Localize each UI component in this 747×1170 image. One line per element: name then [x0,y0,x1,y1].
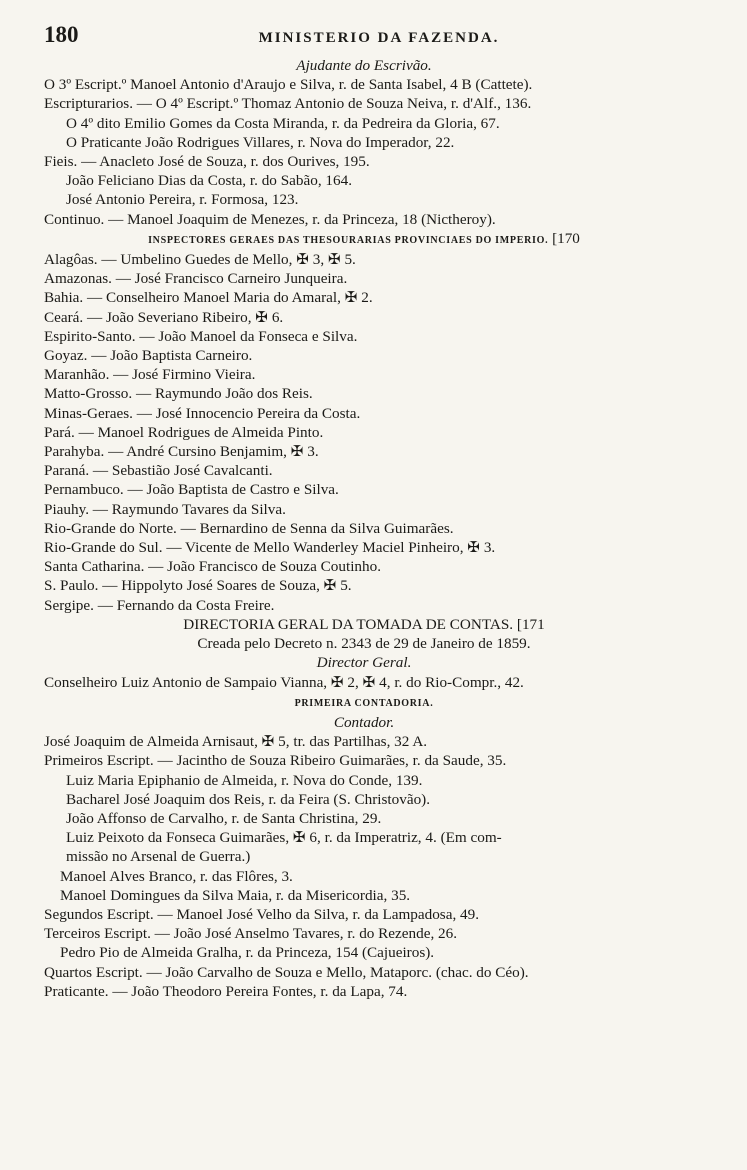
text-line: Escripturarios. — O 4º Escript.º Thomaz Antonio de Souza Neiva, r. d'Alf., 136. [44,95,532,113]
text-line: Praticante. — João Theodoro Pereira Fontes, r. da Lapa, 74. [44,982,408,1000]
text-line: Bahia. — Conselheiro Manoel Maria do Amaral, ✠ 2. [44,289,373,307]
text-line: José Joaquim de Almeida Arnisaut, ✠ 5, tr. das Partilhas, 32 A. [44,733,428,751]
text-line: Manoel Domingues da Silva Maia, r. da Misericordia, 35. [60,886,411,904]
text-line: Piauhy. — Raymundo Tavares da Silva. [44,500,286,518]
text-line: O 3º Escript.º Manoel Antonio d'Araujo e Silva, r. de Santa Isabel, 4 B (Cattete). [44,76,533,94]
text-line: Paraná. — Sebastião José Cavalcanti. [44,462,273,480]
text-line: Parahyba. — André Cursino Benjamim, ✠ 3. [44,443,319,461]
director-line: Conselheiro Luiz Antonio de Sampaio Vianna, ✠ 2, ✠ 4, r. do Rio-Compr., 42. [44,673,524,691]
subsection-heading [44,692,684,713]
text-line: Espirito-Santo. — João Manoel da Fonseca e Silva. [44,327,358,345]
text-line: Continuo. — Manoel Joaquim de Menezes, r. da Princeza, 18 (Nictheroy). [44,210,496,228]
text-line: Pará. — Manoel Rodrigues de Almeida Pinto. [44,423,324,441]
page-number: 180 [44,22,79,47]
document-page [44,22,684,1001]
text-line: João Affonso de Carvalho, r. de Santa Christina, 29. [66,809,382,827]
section-heading-text: DIRECTORIA GERAL DA TOMADA DE CONTAS. [183,615,514,633]
text-line: Primeiros Escript. — Jacintho de Souza Ribeiro Guimarães, r. da Saude, 35. [44,752,507,770]
text-line: Pedro Pio de Almeida Gralha, r. da Princeza, 154 (Cajueiros). [60,944,435,962]
text-line: Maranhão. — José Firmino Vieira. [44,366,256,384]
section-heading-text: INSPECTORES GERAES DAS THESOURARIAS PROVINCIAES DO IMPERIO. [148,234,549,246]
text-line: Manoel Alves Branco, r. das Flôres, 3. [60,867,293,885]
section-heading-tomada [44,615,684,634]
running-title: MINISTERIO DA FAZENDA. [258,30,500,46]
text-line: Santa Catharina. — João Francisco de Souza Coutinho. [44,558,382,576]
section-ref: [171 [516,615,545,633]
text-line: Bacharel José Joaquim dos Reis, r. da Feira (S. Christovão). [66,790,431,808]
text-line: O 4º dito Emilio Gomes da Costa Miranda, r. da Pedreira da Gloria, 67. [66,114,500,132]
text-line: Luiz Maria Epiphanio de Almeida, r. Nova do Conde, 139. [66,771,423,789]
text-line: Alagôas. — Umbelino Guedes de Mello, ✠ 3, ✠ 5. [44,251,356,269]
subsection-heading-text: PRIMEIRA CONTADORIA. [294,697,434,709]
text-line: Goyaz. — João Baptista Carneiro. [44,347,253,365]
text-line: José Antonio Pereira, r. Formosa, 123. [66,191,299,209]
text-line: S. Paulo. — Hippolyto José Soares de Souza, ✠ 5. [44,577,352,595]
text-line: Segundos Escript. — Manoel José Velho da Silva, r. da Lampadosa, 49. [44,905,480,923]
text-line: João Feliciano Dias da Costa, r. do Sabão, 164. [66,172,352,190]
text-line: Rio-Grande do Sul. — Vicente de Mello Wanderley Maciel Pinheiro, ✠ 3. [44,539,496,557]
text-line: O Praticante João Rodrigues Villares, r. Nova do Imperador, 22. [66,133,455,151]
text-line: Quartos Escript. — João Carvalho de Souza e Mello, Mataporc. (chac. do Céo). [44,963,529,981]
text-line: Pernambuco. — João Baptista de Castro e Silva. [44,481,339,499]
subheading-ajudante: Ajudante do Escrivão. [296,57,432,74]
director-title: Director Geral. [316,654,412,672]
text-line: Ceará. — João Severiano Ribeiro, ✠ 6. [44,308,284,326]
text-line: Fieis. — Anacleto José de Souza, r. dos Ourives, 195. [44,153,370,171]
section-heading-inspectores [44,229,684,250]
contador-title: Contador. [333,713,395,731]
text-line: Terceiros Escript. — João José Anselmo Tavares, r. do Rezende, 26. [44,925,458,943]
running-head [44,22,684,56]
text-line: Amazonas. — José Francisco Carneiro Junqueira. [44,270,348,288]
text-line: Sergipe. — Fernando da Costa Freire. [44,596,275,614]
text-line: Minas-Geraes. — José Innocencio Pereira da Costa. [44,404,361,422]
text-line: missão no Arsenal de Guerra.) [66,848,251,866]
decree-line: Creada pelo Decreto n. 2343 de 29 de Janeiro de 1859. [197,635,531,653]
text-line: Matto-Grosso. — Raymundo João dos Reis. [44,385,313,403]
text-line: Rio-Grande do Norte. — Bernardino de Senna da Silva Guimarães. [44,519,454,537]
text-line: Luiz Peixoto da Fonseca Guimarães, ✠ 6, r. da Imperatriz, 4. (Em com- [66,829,502,847]
section-ref: [170 [552,229,580,247]
